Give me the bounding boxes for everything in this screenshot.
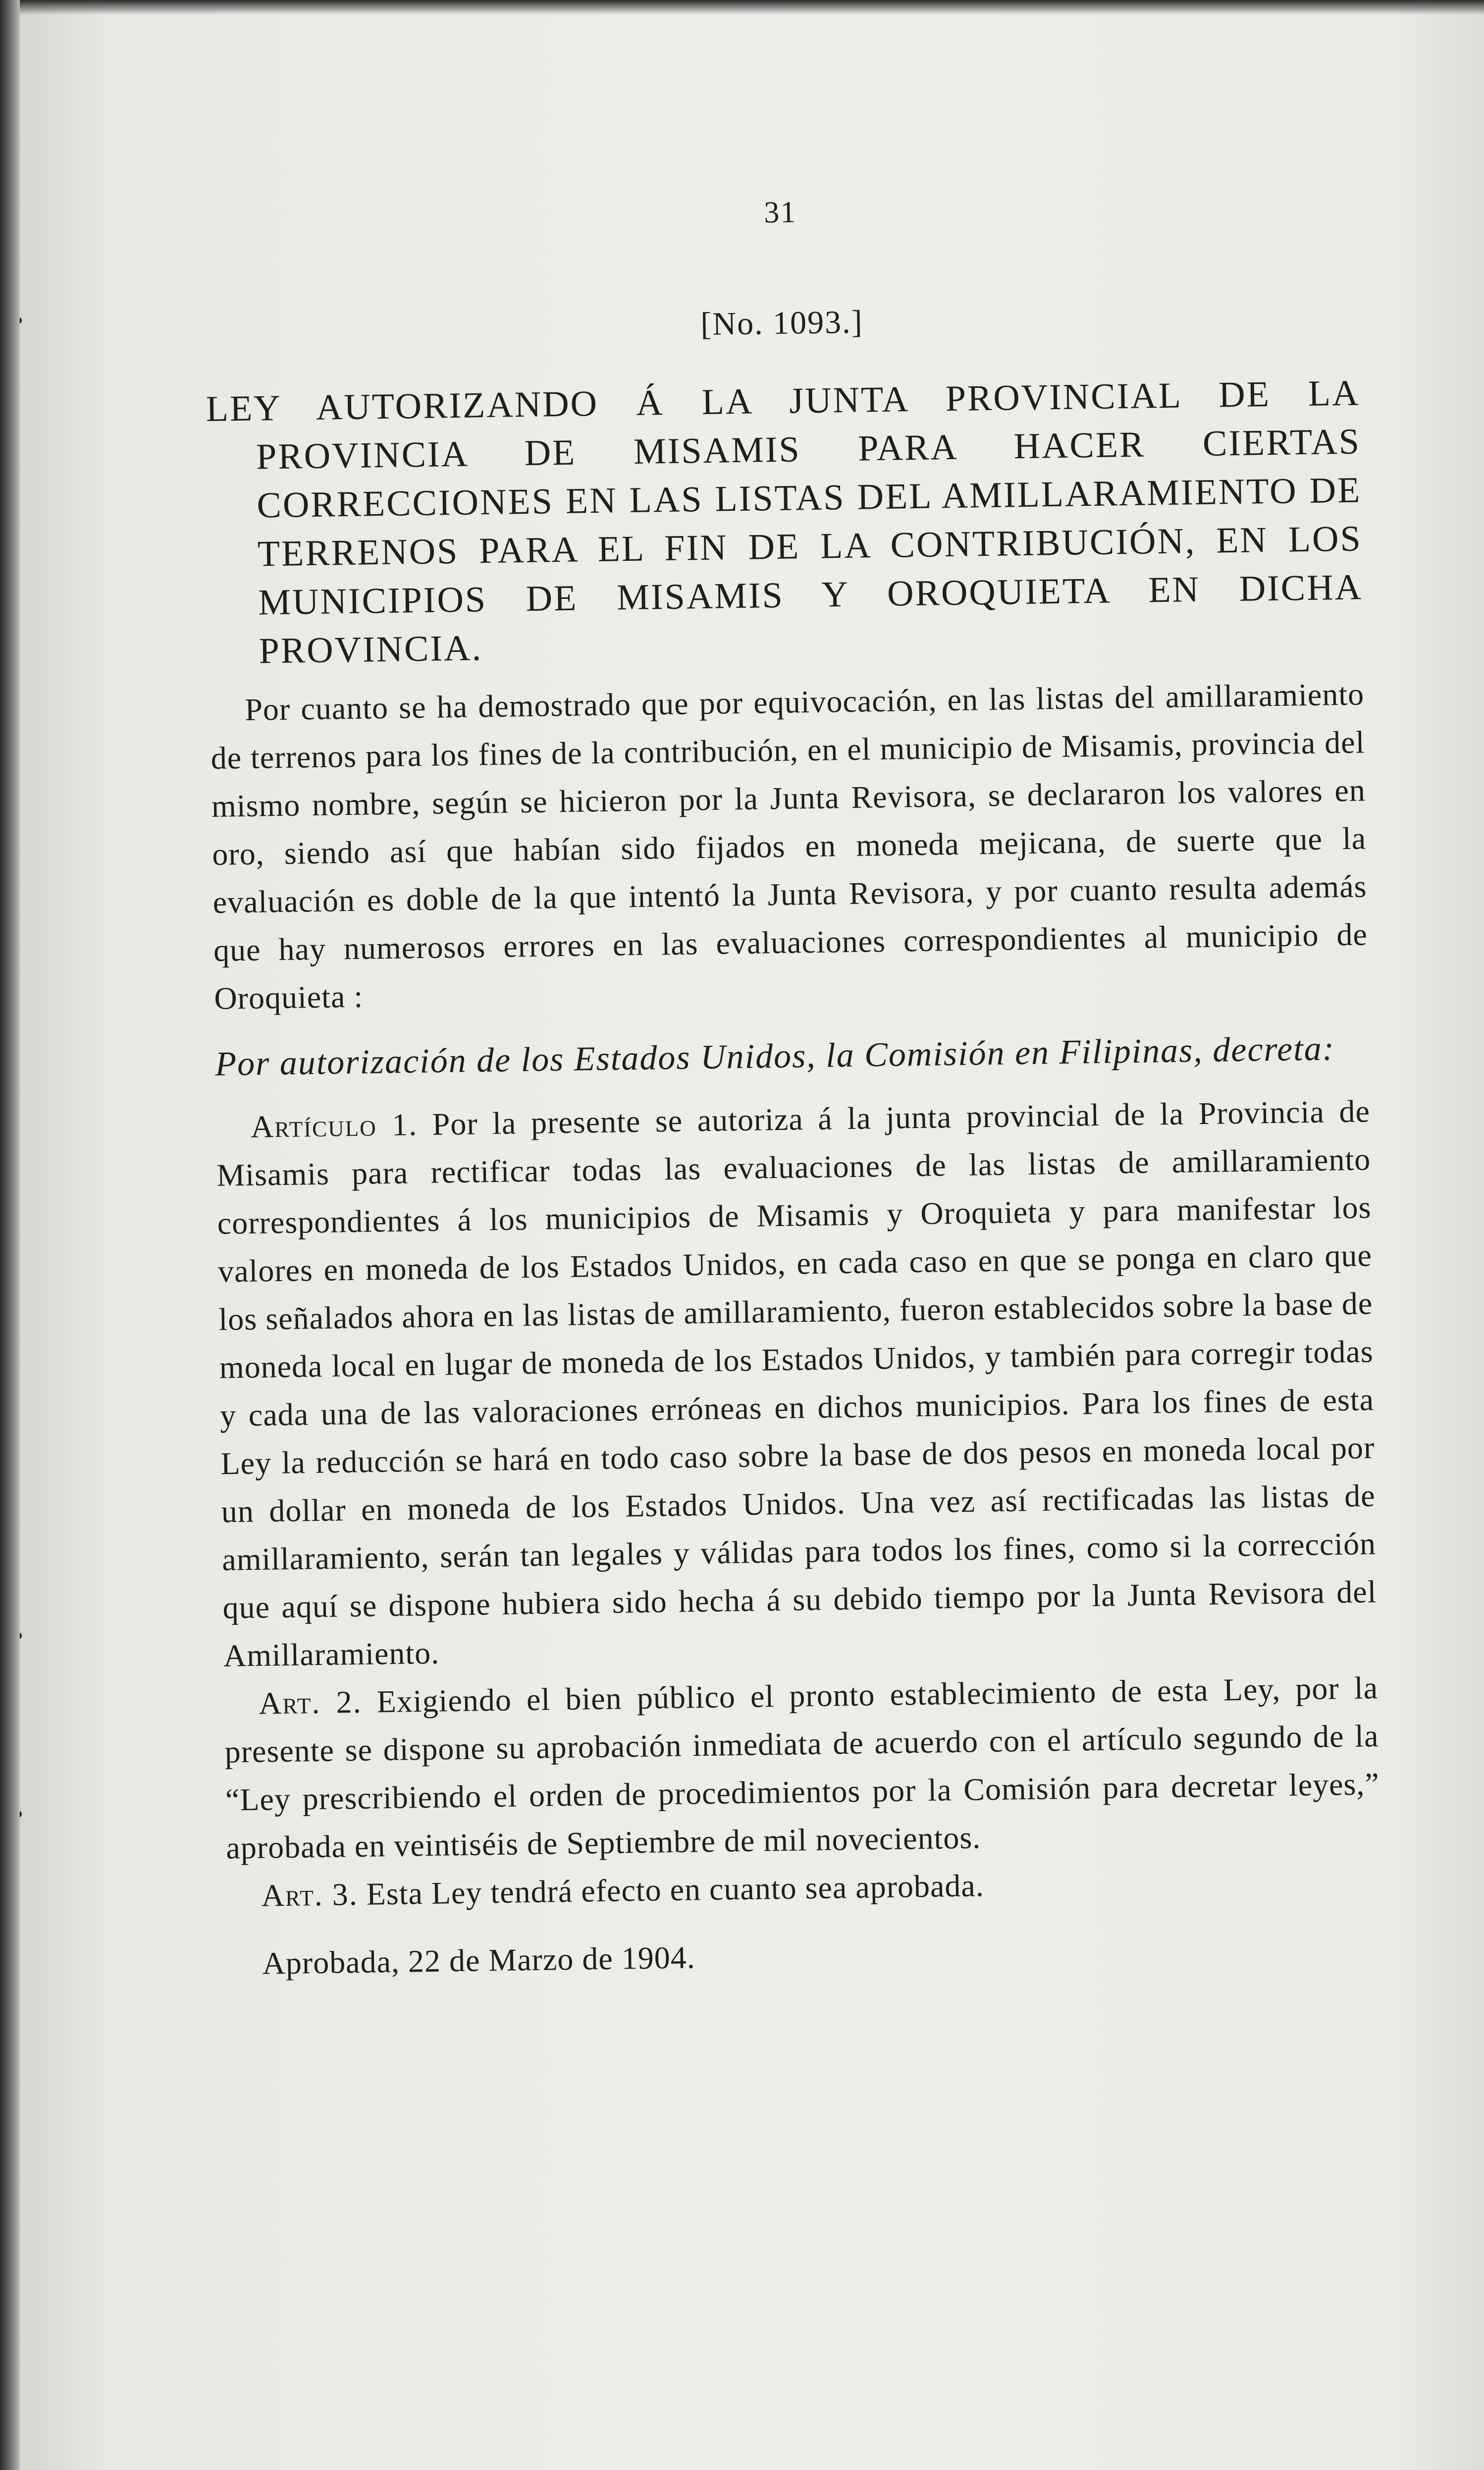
article-2-text: Exigiendo el bien público el pronto establecimiento de esta Ley, por la presente se dispone su aprobación inmediata de acuerdo con el artículo segundo de la “Ley prescribiendo el orden de procedimientos por la Comisión para decretar leyes,” aprobada en veintiséis de Septiembre de mil novecientos.: [224, 1670, 1380, 1866]
scan-top-shadow: [20, 0, 1484, 15]
article-2: [224, 1664, 1380, 1872]
document-number: [No. 1093.]: [700, 304, 864, 342]
margin-dot: [20, 317, 22, 324]
article-1-heading: Artículo 1.: [250, 1107, 418, 1144]
approval-date: Aprobada, 22 de Marzo de 1904.: [262, 1939, 696, 1981]
article-3-text: Esta Ley tendrá efecto en cuanto sea aprobada.: [366, 1868, 985, 1912]
article-2-heading: Art. 2.: [258, 1684, 363, 1721]
article-3-heading: Art. 3.: [261, 1876, 359, 1913]
page-content: [203, 187, 1382, 1987]
scan-left-edge: [0, 0, 20, 2470]
preamble-paragraph: Por cuanto se ha demostrado que por equivocación, en las listas del amillaramiento de terrenos para los fines de la contribución, en el municipio de Misamis, provincia del mismo nombre, según se hicieron por la Junta Revisora, se declararon los valores en oro, siendo así que habían sido fijados en moneda mejicana, de suerte que la evaluación es doble de la que intentó la Junta Revisora, y por cuanto resulta además que hay numerosos errores en las evaluaciones correspondientes al municipio de Oroquieta :: [211, 676, 1368, 1016]
page-number: 31: [763, 195, 797, 230]
decree-formula: Por autorización de los Estados Unidos, la Comisión en Filipinas, decreta:: [214, 1029, 1335, 1083]
margin-dot: [20, 1811, 22, 1818]
law-title: LEY AUTORIZANDO Á LA JUNTA PROVINCIAL DE LA PROVINCIA DE MISAMIS PARA HACER CIERTAS CORRECCIONES EN LAS LISTAS DEL AMILLARAMIENTO DE TERRENOS PARA EL FIN DE LA CONTRIBUCIÓN, EN LOS MUNICIPIOS DE MISAMIS Y OROQUIETA EN DICHA PROVINCIA.: [206, 373, 1363, 672]
document-page: [20, 0, 1484, 2470]
margin-dot: [20, 1632, 22, 1639]
article-1-text: Por la presente se autoriza á la junta provincial de la Provincia de Misamis para rectificar todas las evaluaciones de las listas de amillaramiento correspondientes á los municipios de Misamis y Oroquieta y para manifestar los valores en moneda de los Estados Unidos, en cada caso en que se ponga en claro que los señalados ahora en las listas de amillaramiento, fueron establecidos sobre la base de moneda local en lugar de moneda de los Estados Unidos, y también para corregir todas y cada una de las valoraciones erróneas en dichos municipios. Para los fines de esta Ley la reducción se hará en todo caso sobre la base de dos pesos en moneda local por un dollar en moneda de los Estados Unidos. Una vez así rectificadas las listas de amillaramiento, serán tan legales y válidas para todos los fines, como si la corrección que aquí se dispone hubiera sido hecha á su debido tiempo por la Junta Revisora del Amillaramiento.: [216, 1093, 1377, 1673]
article-1: [215, 1087, 1378, 1679]
